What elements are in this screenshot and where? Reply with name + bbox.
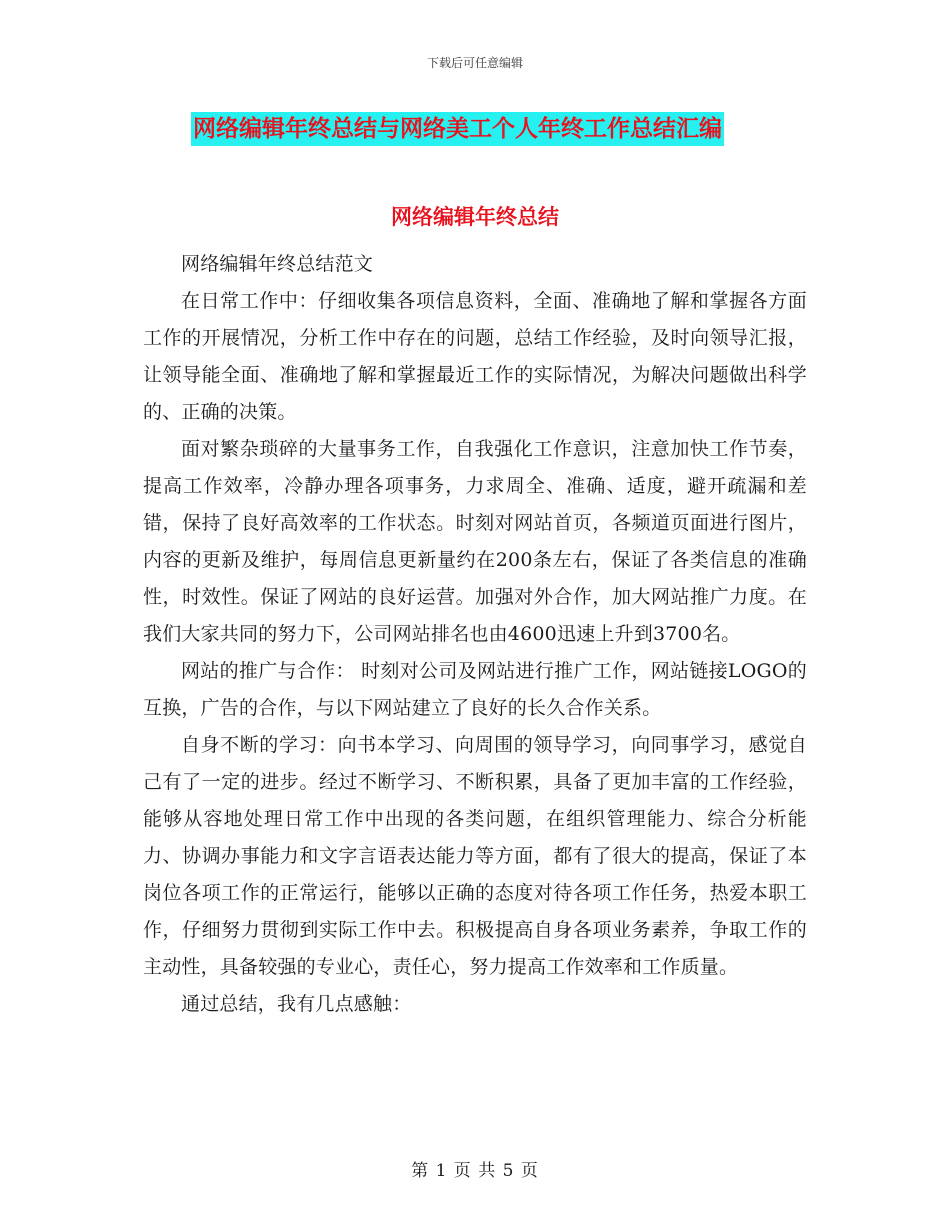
page-header-note: 下载后可任意编辑 bbox=[426, 56, 523, 70]
paragraph-subtitle: 网络编辑年终总结范文 bbox=[181, 253, 374, 275]
paragraph: 自身不断的学习：向书本学习、向周围的领导学习，向同事学习，感觉自己有了一定的进步。经过不断学习、不断积累，具备了更加丰富的工作经验，能够从容地处理日常工作中出现的各类问题，在组织管理能力、综合分析能力、协调办事能力和文字言语表达能力等方面，都有了很大的提高，保证了本岗位各项工作的正常运行，能够以正确的态度对待各项工作任务，热爱本职工作，仔细努力贯彻到实际工作中去。积极提高自身各项业务素养，争取工作的主动性，具备较强的专业心，责任心，努力提高工作效率和工作质量。 bbox=[143, 734, 807, 978]
page-number-footer: 第 1 页 共 5 页 bbox=[411, 1161, 539, 1181]
main-title-container bbox=[191, 112, 801, 146]
paragraph: 通过总结，我有几点感触： bbox=[181, 993, 412, 1015]
paragraph: 在日常工作中：仔细收集各项信息资料，全面、准确地了解和掌握各方面工作的开展情况，分析工作中存在的问题，总结工作经验，及时向领导汇报，让领导能全面、准确地了解和掌握最近工作的实际情况，为解决问题做出科学的、正确的决策。 bbox=[143, 290, 807, 423]
section-title: 网络编辑年终总结 bbox=[391, 205, 559, 229]
paragraph: 面对繁杂琐碎的大量事务工作，自我强化工作意识，注意加快工作节奏，提高工作效率，冷静办理各项事务，力求周全、准确、适度，避开疏漏和差错，保持了良好高效率的工作状态。时刻对网站首页，各频道页面进行图片，内容的更新及维护，每周信息更新量约在200条左右，保证了各类信息的准确性，时效性。保证了网站的良好运营。加强对外合作，加大网站推广力度。在我们大家共同的努力下，公司网站排名也由4600迅速上升到3700名。 bbox=[143, 438, 807, 645]
paragraph: 网站的推广与合作： 时刻对公司及网站进行推广工作，网站链接LOGO的互换，广告的合作，与以下网站建立了良好的长久合作关系。 bbox=[143, 660, 807, 719]
document-body bbox=[143, 246, 807, 1023]
main-title: 网络编辑年终总结与网络美工个人年终工作总结汇编 bbox=[191, 112, 724, 146]
